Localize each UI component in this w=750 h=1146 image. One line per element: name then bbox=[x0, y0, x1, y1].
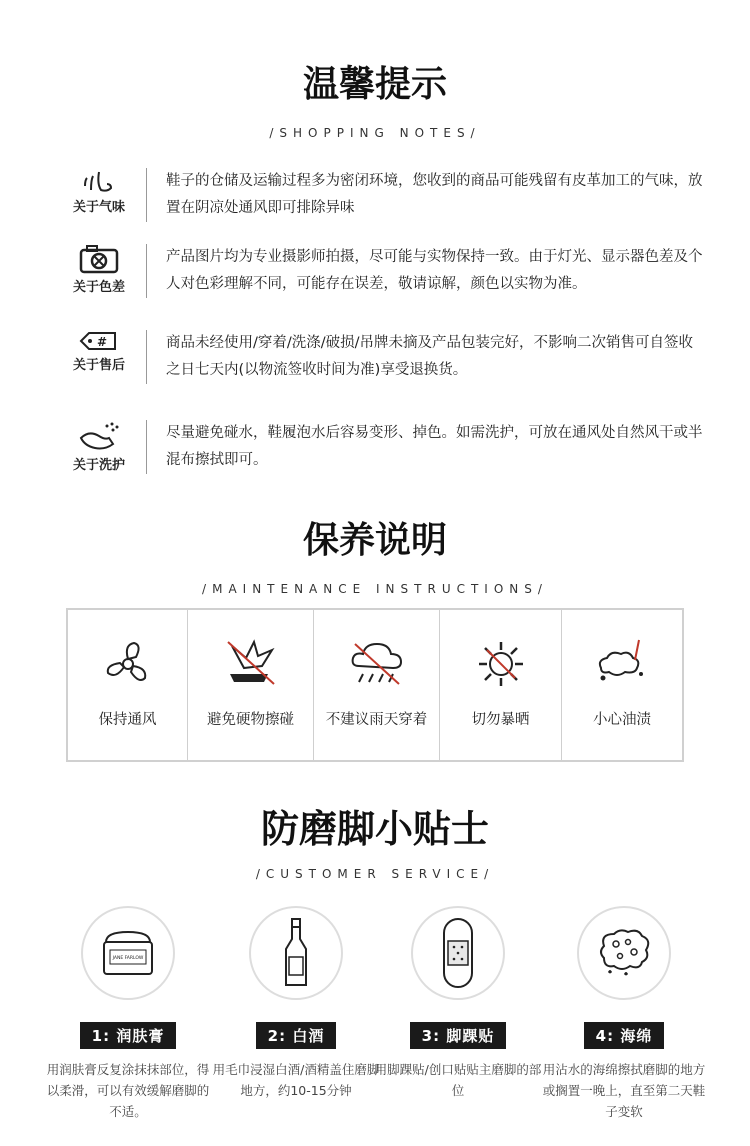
maintenance-title: 保养说明 bbox=[302, 520, 447, 561]
tip-desc: 用脚踝贴/创口贴贴主磨脚的部位 bbox=[374, 1062, 542, 1098]
note-label: 关于气味 bbox=[72, 200, 125, 215]
price-tag-icon bbox=[79, 330, 119, 352]
note-color bbox=[56, 244, 706, 308]
shopping-notes-subtitle: /SHOPPING NOTES/ bbox=[269, 126, 481, 140]
svg-text:#: # bbox=[96, 335, 108, 349]
tip-desc: 用润肤膏反复涂抹抹部位，得以柔滑，可以有效缓解磨脚的不适。 bbox=[46, 1062, 210, 1119]
nose-icon bbox=[79, 168, 119, 194]
note-label: 关于售后 bbox=[72, 358, 125, 373]
maintenance-grid bbox=[66, 608, 684, 762]
maintenance-subtitle: /MAINTENANCE INSTRUCTIONS/ bbox=[202, 582, 548, 596]
tip-badge: 1: 润肤膏 bbox=[80, 1022, 177, 1049]
fan-icon bbox=[102, 638, 154, 690]
maintenance-item: 小心油渍 bbox=[562, 610, 682, 760]
tip-cream bbox=[44, 906, 212, 1122]
oil-stain-icon bbox=[595, 638, 649, 684]
customer-service-title: 防磨脚小贴士 bbox=[260, 807, 489, 851]
note-text: 尽量避免碰水，鞋履泡水后容易变形、掉色。如需洗护，可放在通风处自然风干或半混布擦拭即可。 bbox=[166, 425, 703, 468]
note-text: 产品图片均为专业摄影师拍摄，尽可能与实物保持一致。由于灯光、显示器色差及个人对色彩理解不同，可能存在误差，敬请谅解，颜色以实物为准。 bbox=[166, 249, 703, 292]
note-text: 商品未经使用/穿着/洗涤/破损/吊牌未摘及产品包装完好，不影响二次销售可自签收之日七天内(以物流签收时间为准)享受退换货。 bbox=[166, 335, 694, 378]
tip-liquor bbox=[212, 906, 380, 1101]
bandage-icon bbox=[438, 917, 478, 989]
note-label: 关于色差 bbox=[72, 280, 125, 295]
tip-badge: 4: 海绵 bbox=[584, 1022, 665, 1049]
tip-sponge bbox=[540, 906, 708, 1122]
no-hard-object-icon bbox=[224, 638, 278, 688]
maintenance-item: 不建议雨天穿着 bbox=[314, 610, 440, 760]
tip-badge: 2: 白酒 bbox=[256, 1022, 337, 1049]
no-sun-icon bbox=[475, 638, 527, 690]
liquor-bottle-icon bbox=[281, 917, 311, 989]
note-after-sales bbox=[56, 330, 706, 394]
note-smell bbox=[56, 168, 706, 232]
maintenance-item: 避免硬物擦碰 bbox=[188, 610, 314, 760]
tip-bandage bbox=[374, 906, 542, 1101]
tip-desc: 用毛巾浸湿白酒/酒精盖住磨脚地方，约10-15分钟 bbox=[212, 1062, 380, 1098]
maintenance-item: 切勿暴晒 bbox=[440, 610, 562, 760]
customer-service-subtitle: /CUSTOMER SERVICE/ bbox=[255, 867, 495, 881]
maintenance-item: 保持通风 bbox=[68, 610, 188, 760]
note-label: 关于洗护 bbox=[72, 458, 125, 473]
no-rain-icon bbox=[349, 638, 405, 688]
tip-desc: 用沾水的海绵擦拭磨脚的地方或搁置一晚上，直至第二天鞋子变软 bbox=[542, 1062, 706, 1119]
hand-wash-icon bbox=[77, 420, 121, 452]
jar-label: JANE FARLOW bbox=[112, 956, 144, 961]
note-care bbox=[56, 420, 706, 484]
camera-icon bbox=[77, 244, 121, 274]
note-text: 鞋子的仓储及运输过程多为密闭环境，您收到的商品可能残留有皮革加工的气味，放置在阴凉处通风即可排除异味 bbox=[166, 173, 703, 216]
shopping-notes-title: 温馨提示 bbox=[302, 64, 447, 105]
tip-badge: 3: 脚踝贴 bbox=[410, 1022, 507, 1049]
cream-jar-icon bbox=[98, 928, 158, 978]
sponge-icon bbox=[596, 928, 652, 978]
